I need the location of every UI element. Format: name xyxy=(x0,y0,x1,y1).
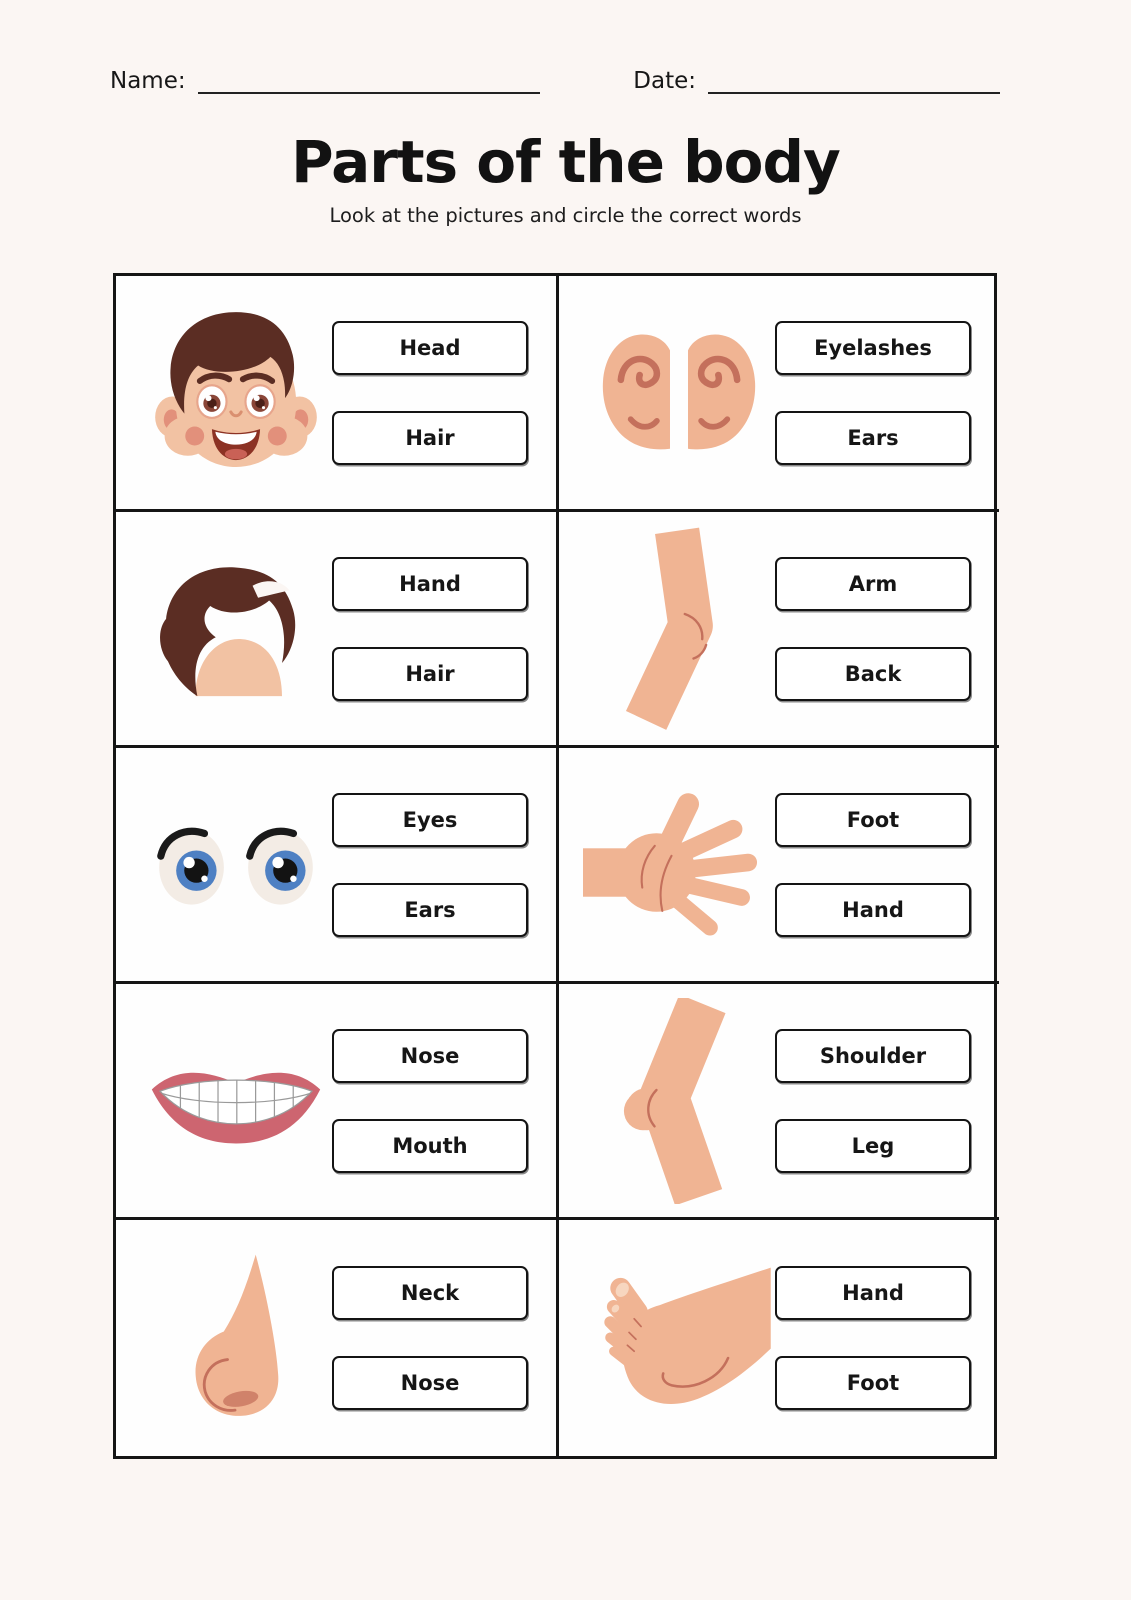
option-foot[interactable]: Foot xyxy=(775,1356,971,1410)
date-field xyxy=(633,68,1000,94)
option-back[interactable]: Back xyxy=(775,647,971,701)
option-foot[interactable]: Foot xyxy=(775,793,971,847)
option-group xyxy=(775,1029,971,1173)
option-ears[interactable]: Ears xyxy=(775,411,971,465)
option-group xyxy=(332,1029,528,1173)
option-mouth[interactable]: Mouth xyxy=(332,1119,528,1173)
option-group xyxy=(332,1266,528,1410)
hair-illustration xyxy=(140,523,332,735)
option-eyelashes[interactable]: Eyelashes xyxy=(775,321,971,375)
arm-illustration xyxy=(583,523,775,735)
worksheet-cell xyxy=(116,512,559,748)
page-title: Parts of the body xyxy=(291,128,840,196)
option-hand[interactable]: Hand xyxy=(775,1266,971,1320)
option-nose[interactable]: Nose xyxy=(332,1029,528,1083)
option-hand[interactable]: Hand xyxy=(332,557,528,611)
option-ears[interactable]: Ears xyxy=(332,883,528,937)
leg-illustration xyxy=(583,995,775,1207)
nose-illustration xyxy=(140,1232,332,1444)
option-eyes[interactable]: Eyes xyxy=(332,793,528,847)
worksheet-cell xyxy=(559,1220,999,1456)
mouth-illustration xyxy=(140,995,332,1207)
option-group xyxy=(775,793,971,937)
worksheet-grid xyxy=(113,273,997,1459)
worksheet-cell xyxy=(559,276,999,512)
worksheet-cell xyxy=(559,748,999,984)
hand-illustration xyxy=(583,759,775,971)
date-input-line[interactable] xyxy=(708,68,1000,94)
date-label: Date: xyxy=(633,68,696,94)
worksheet-cell xyxy=(559,512,999,748)
worksheet-cell xyxy=(116,276,559,512)
boy-face-illustration xyxy=(140,287,332,499)
meta-row xyxy=(110,68,1000,94)
option-hair[interactable]: Hair xyxy=(332,411,528,465)
name-field xyxy=(110,68,540,94)
option-nose[interactable]: Nose xyxy=(332,1356,528,1410)
option-hair[interactable]: Hair xyxy=(332,647,528,701)
option-group xyxy=(332,557,528,701)
worksheet-cell xyxy=(559,984,999,1220)
name-label: Name: xyxy=(110,68,186,94)
worksheet-cell xyxy=(116,1220,559,1456)
option-hand[interactable]: Hand xyxy=(775,883,971,937)
worksheet-cell xyxy=(116,748,559,984)
option-leg[interactable]: Leg xyxy=(775,1119,971,1173)
eyes-illustration xyxy=(140,759,332,971)
worksheet-header xyxy=(0,68,1131,227)
ears-illustration xyxy=(583,287,775,499)
name-input-line[interactable] xyxy=(198,68,540,94)
option-arm[interactable]: Arm xyxy=(775,557,971,611)
option-group xyxy=(332,321,528,465)
foot-illustration xyxy=(583,1232,775,1444)
option-group xyxy=(775,321,971,465)
option-group xyxy=(775,557,971,701)
option-group xyxy=(775,1266,971,1410)
page-subtitle: Look at the pictures and circle the correct words xyxy=(329,204,802,227)
option-neck[interactable]: Neck xyxy=(332,1266,528,1320)
option-shoulder[interactable]: Shoulder xyxy=(775,1029,971,1083)
option-head[interactable]: Head xyxy=(332,321,528,375)
option-group xyxy=(332,793,528,937)
worksheet-cell xyxy=(116,984,559,1220)
